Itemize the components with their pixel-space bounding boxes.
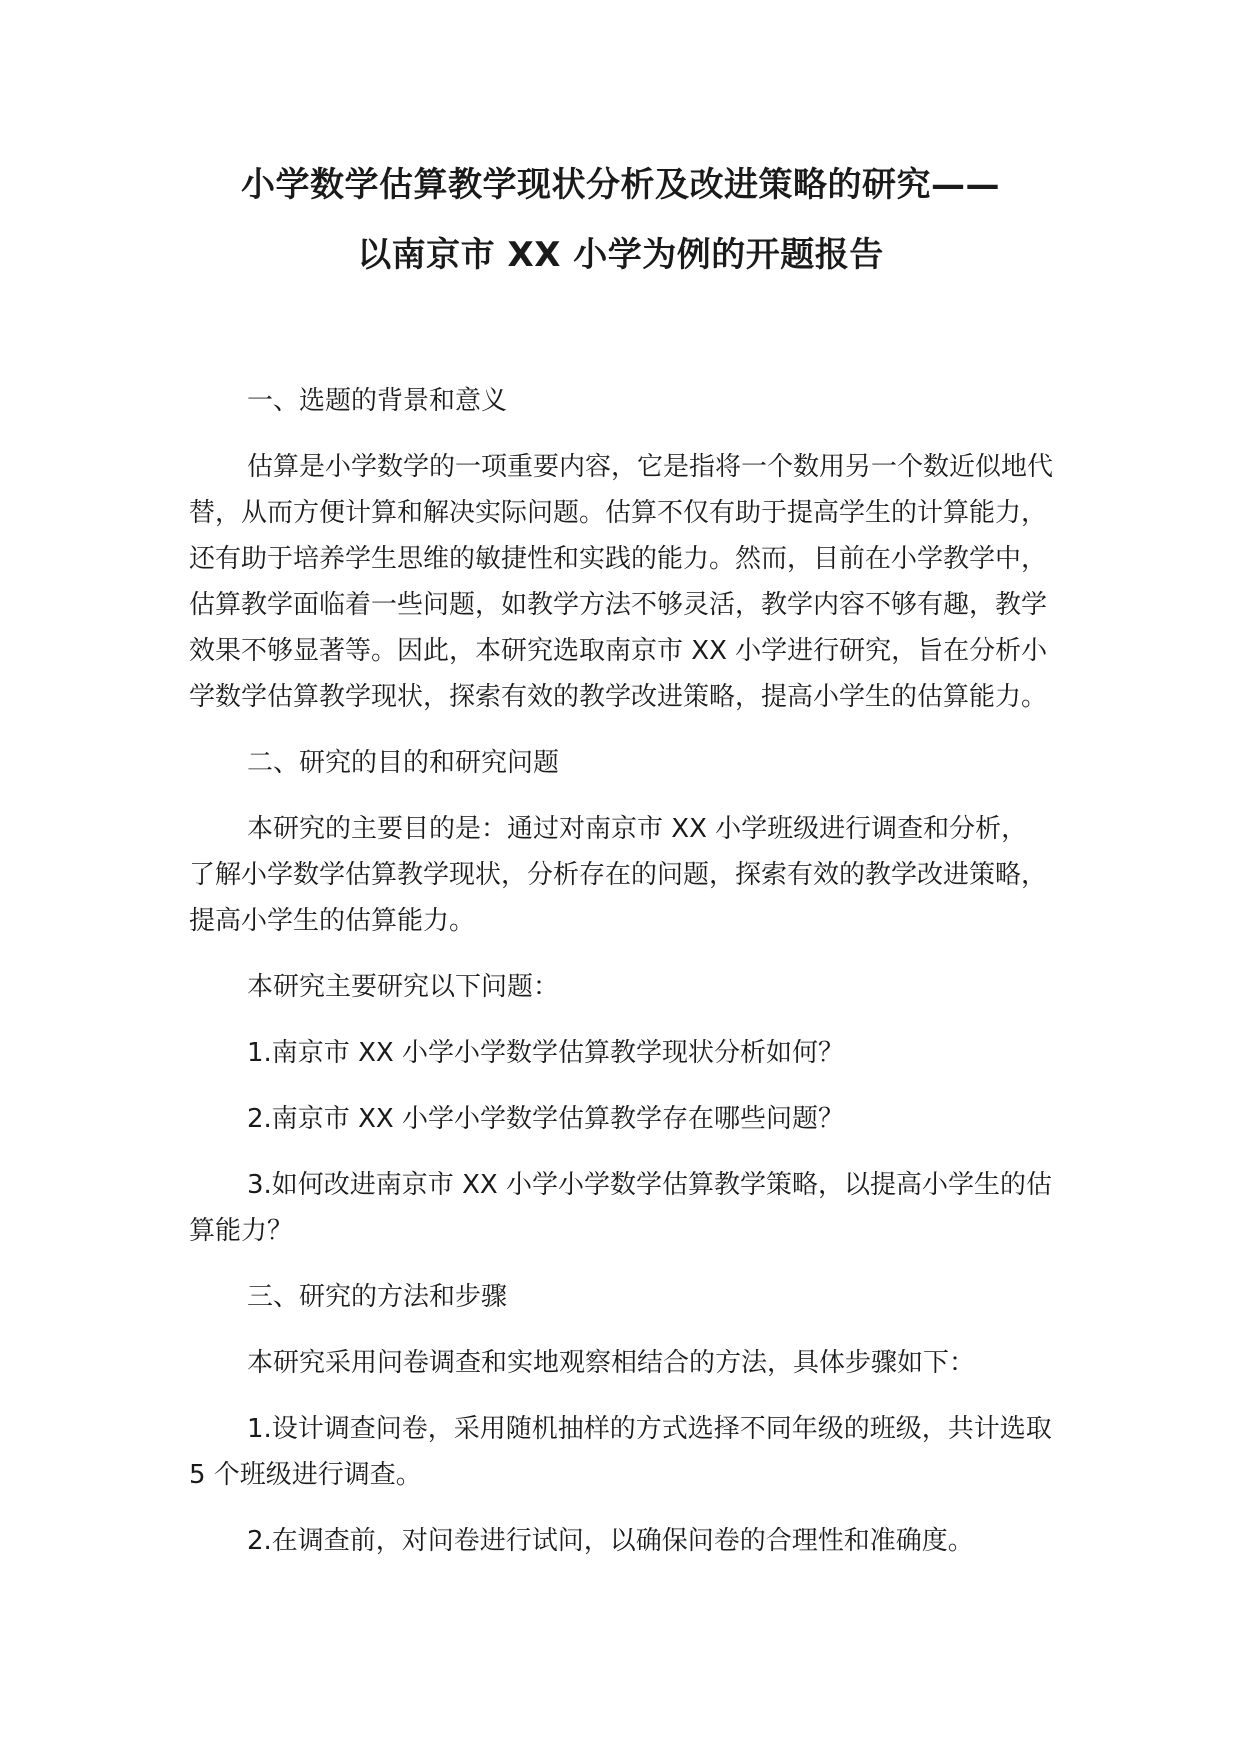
paragraph-methods-intro: 本研究采用问卷调查和实地观察相结合的方法，具体步骤如下：: [247, 1348, 976, 1378]
document-title: [150, 165, 1091, 275]
list-item-step-1: 1.设计调查问卷，采用随机抽样的方式选择不同年级的班级，共计选取 5 个班级进行调查。: [189, 1414, 1052, 1490]
title-line-1: 小学数学估算教学现状分析及改进策略的研究——: [241, 165, 1000, 205]
list-item-question-2: 2.南京市 XX 小学小学数学估算教学存在哪些问题？: [247, 1104, 844, 1134]
section-heading-methods: 三、研究的方法和步骤: [247, 1282, 508, 1312]
paragraph-purpose: 本研究的主要目的是：通过对南京市 XX 小学班级进行调查和分析，了解小学数学估算教学现状，分析存在的问题，探索有效的教学改进策略，提高小学生的估算能力。: [189, 814, 1048, 936]
paragraph-background: 估算是小学数学的一项重要内容，它是指将一个数用另一个数近似地代替，从而方便计算和解决实际问题。估算不仅有助于提高学生的计算能力，还有助于培养学生思维的敏捷性和实践的能力。然而，目前在小学教学中，估算教学面临着一些问题，如教学方法不够灵活，教学内容不够有趣，教学效果不够显著等。因此，本研究选取南京市 XX 小学进行研究，旨在分析小学数学估算教学现状，探索有效的教学改进策略，提高小学生的估算能力。: [189, 452, 1054, 712]
paragraph-questions-intro: 本研究主要研究以下问题：: [247, 972, 560, 1002]
list-item-step-2: 2.在调查前，对问卷进行试问，以确保问卷的合理性和准确度。: [247, 1526, 974, 1556]
section-heading-background: 一、选题的背景和意义: [247, 386, 508, 416]
section-heading-purpose: 二、研究的目的和研究问题: [247, 748, 560, 778]
list-item-question-3: 3.如何改进南京市 XX 小学小学数学估算教学策略，以提高小学生的估算能力？: [189, 1170, 1052, 1246]
list-item-question-1: 1.南京市 XX 小学小学数学估算教学现状分析如何？: [247, 1038, 844, 1068]
document-body: [189, 378, 1053, 1584]
title-line-2: 以南京市 XX 小学为例的开题报告: [357, 235, 884, 275]
